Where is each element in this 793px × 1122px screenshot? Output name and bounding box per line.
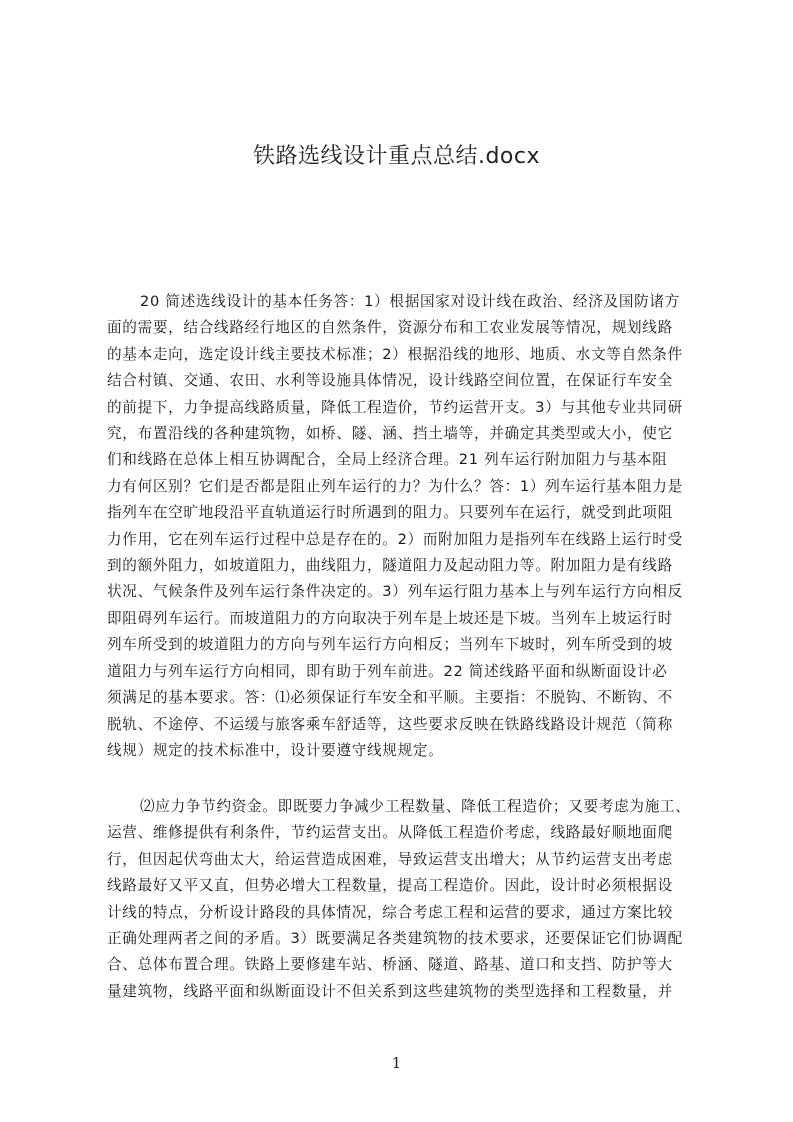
text-line: 状况、气候条件及列车运行条件决定的。3）列车运行阻力基本上与列车运行方向相反 xyxy=(107,583,683,601)
text-line: 道阻力与列车运行方向相同，即有助于列车前进。22 简述线路平面和纵断面设计必 xyxy=(107,662,668,680)
text-line: 列车所受到的坡道阻力的方向与列车运行方向相反；当列车下坡时，列车所受到的坡 xyxy=(107,636,673,654)
text-line: ⑵应力争节约资金。即既要力争减少工程数量、降低工程造价；又要考虑为施工、 xyxy=(140,798,691,815)
text-line: 即阻碍列车运行。而坡道阻力的方向取决于列车是上坡还是下坡。当列车上坡运行时 xyxy=(107,609,673,627)
text-line: 量建筑物，线路平面和纵断面设计不但关系到这些建筑物的类型选择和工程数量，并 xyxy=(107,982,673,1000)
text-line: 究，布置沿线的各种建筑物，如桥、隧、涵、挡土墙等，并确定其类型或大小，使它 xyxy=(107,425,673,443)
paragraph-2 xyxy=(107,794,697,1005)
text-line: 们和线路在总体上相互协调配合，全局上经济合理。21 列车运行附加阻力与基本阻 xyxy=(107,451,668,469)
text-line: 运营、维修提供有利条件，节约运营支出。从降低工程造价考虑，线路最好顺地面爬 xyxy=(107,824,673,842)
text-line: 到的额外阻力，如坡道阻力，曲线阻力，隧道阻力及起动阻力等。附加阻力是有线路 xyxy=(107,557,673,575)
text-line: 正确处理两者之间的矛盾。3）既要满足各类建筑物的技术要求，还要保证它们协调配 xyxy=(107,930,683,948)
text-line: 的基本走向，选定设计线主要技术标准；2）根据沿线的地形、地质、水文等自然条件 xyxy=(107,345,683,363)
text-line: 力有何区别？它们是否都是阻止列车运行的力？为什么？答：1）列车运行基本阻力是 xyxy=(107,477,683,495)
text-line: 计线的特点，分析设计路段的具体情况，综合考虑工程和运营的要求，通过方案比较 xyxy=(107,903,673,921)
paragraph-1 xyxy=(107,289,697,764)
document-title: 铁路选线设计重点总结.docx xyxy=(252,144,541,169)
text-line: 合、总体布置合理。铁路上要修建车站、桥涵、隧道、路基、道口和支挡、防护等大 xyxy=(107,956,673,974)
text-line: 指列车在空旷地段沿平直轨道运行时所遇到的阻力。只要列车在运行，就受到此项阻 xyxy=(107,504,673,522)
page-number: 1 xyxy=(391,1054,402,1072)
text-line: 线路最好又平又直，但势必增大工程数量，提高工程造价。因此，设计时必须根据设 xyxy=(107,877,673,895)
text-line: 行，但因起伏弯曲太大，给运营造成困难，导致运营支出增大；从节约运营支出考虑 xyxy=(107,850,673,868)
text-line: 力作用，它在列车运行过程中总是存在的。2）而附加阻力是指列车在线路上运行时受 xyxy=(107,530,683,548)
text-line: 线规）规定的技术标准中，设计要遵守线规规定。 xyxy=(107,741,444,759)
text-line: 20 简述选线设计的基本任务答：1）根据国家对设计线在政治、经济及国防诸方 xyxy=(140,293,680,310)
text-line: 须满足的基本要求。答：⑴必须保证行车安全和平顺。主要指：不脱钩、不断钩、不 xyxy=(107,689,673,707)
text-line: 面的需要，结合线路经行地区的自然条件，资源分布和工农业发展等情况，规划线路 xyxy=(107,319,673,337)
text-line: 脱轨、不途停、不运缓与旅客乘车舒适等，这些要求反映在铁路线路设计规范（简称 xyxy=(107,715,673,733)
text-line: 的前提下，力争提高线路质量，降低工程造价，节约运营开支。3）与其他专业共同研 xyxy=(107,398,683,416)
text-line: 结合村镇、交通、农田、水利等设施具体情况，设计线路空间位置，在保证行车安全 xyxy=(107,372,673,390)
